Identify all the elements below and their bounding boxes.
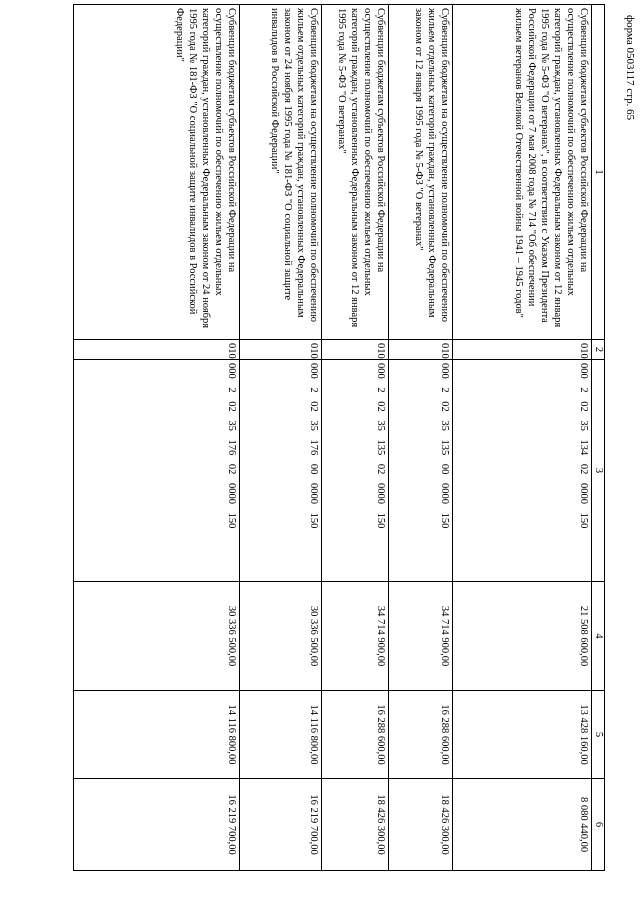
column-header-row (592, 5, 605, 871)
row-description: Субвенции бюджетам на осуществление полномочий по обеспечению жильем отдельных категорий граждан, установленных Федеральным законом от 24 ноября 1995 года № 181-ФЗ "О социальной защите инвалидов в Российской Федерации" (240, 5, 322, 340)
row-approved-amount: 30 336 500,00 (240, 582, 322, 691)
row-executed-amount: 14 116 800,00 (74, 691, 240, 779)
row-unexecuted-amount: 18 426 300,00 (389, 779, 453, 871)
rotated-page (72, 0, 640, 870)
row-approved-amount: 34 714 900,00 (389, 582, 453, 691)
row-unexecuted-amount: 16 219 700,00 (74, 779, 240, 871)
row-line-code: 010 (74, 340, 240, 360)
row-description: Субвенции бюджетам субъектов Российской Федерации на осуществление полномочий по обеспечению жильем отдельных категорий граждан, установленных Федеральным законом от 12 января 1995 года № 5-ФЗ "О ветеранах" (322, 5, 389, 340)
row-line-code: 010 (240, 340, 322, 360)
row-line-code: 010 (322, 340, 389, 360)
table-row (240, 5, 322, 871)
row-description: Субвенции бюджетам на осуществление полномочий по обеспечению жильем отдельных категорий граждан, установленных Федеральным законом от 12 января 1995 года № 5-ФЗ "О ветеранах" (389, 5, 453, 340)
form-code-label: форма 0503117 стр. 65 (624, 15, 636, 121)
row-approved-amount: 34 714 900,00 (322, 582, 389, 691)
column-header: 1 (592, 5, 605, 340)
row-unexecuted-amount: 16 219 700,00 (240, 779, 322, 871)
row-executed-amount: 16 288 600,00 (322, 691, 389, 779)
row-approved-amount: 21 508 600,00 (453, 582, 592, 691)
row-budget-code: 000 2 02 35 134 02 0000 150 (453, 360, 592, 582)
row-line-code: 010 (389, 340, 453, 360)
column-header: 2 (592, 340, 605, 360)
row-description: Субвенции бюджетам субъектов Российской Федерации на осуществление полномочий по обеспечению жильем отдельных категорий граждан, установленных Федеральным законом от 12 января 1995 года № 5-ФЗ "О ветеранах", в соответствии с Указом Президента Российской Федерации от 7 мая 2008 года № 714 "Об обеспечении жильем ветеранов Великой Отечественной войны 1941 – 1945 годов" (453, 5, 592, 340)
row-budget-code: 000 2 02 35 176 02 0000 150 (74, 360, 240, 582)
row-approved-amount: 30 336 500,00 (74, 582, 240, 691)
row-budget-code: 000 2 02 35 135 02 0000 150 (322, 360, 389, 582)
row-line-code: 010 (453, 340, 592, 360)
row-executed-amount: 13 428 160,00 (453, 691, 592, 779)
column-header: 5 (592, 691, 605, 779)
row-executed-amount: 16 288 600,00 (389, 691, 453, 779)
table-row (322, 5, 389, 871)
table-row (453, 5, 592, 871)
column-header: 4 (592, 582, 605, 691)
row-budget-code: 000 2 02 35 176 00 0000 150 (240, 360, 322, 582)
row-description: Субвенции бюджетам субъектов Российской Федерации на осуществление полномочий по обеспечению жильем отдельных категорий граждан, установленных Федеральным законом от 24 ноября 1995 года № 181-ФЗ "О социальной защите инвалидов в Российской Федерации" (74, 5, 240, 340)
row-unexecuted-amount: 8 080 440,00 (453, 779, 592, 871)
table-row (74, 5, 240, 871)
row-executed-amount: 14 116 800,00 (240, 691, 322, 779)
column-header: 6 (592, 779, 605, 871)
budget-table (73, 4, 605, 871)
table-row (389, 5, 453, 871)
row-budget-code: 000 2 02 35 135 00 0000 150 (389, 360, 453, 582)
column-header: 3 (592, 360, 605, 582)
row-unexecuted-amount: 18 426 300,00 (322, 779, 389, 871)
